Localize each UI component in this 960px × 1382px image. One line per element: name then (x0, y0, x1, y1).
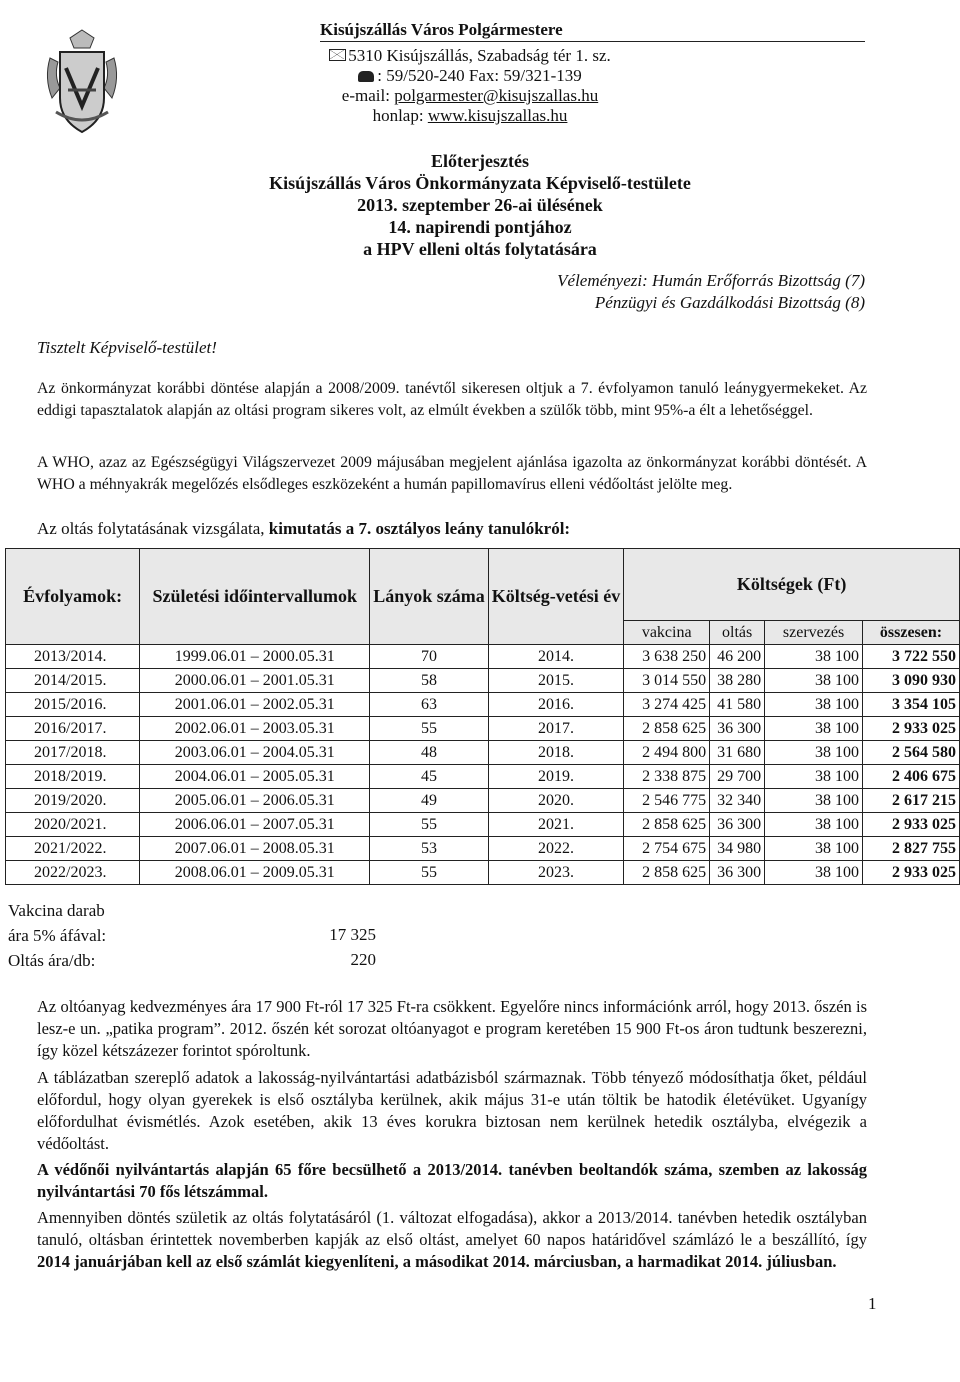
cell-total-cost: 2 933 025 (863, 717, 960, 741)
cell-year: 2017/2018. (6, 741, 140, 765)
summary-label-1: Vakcina darab (8, 901, 105, 920)
cell-budget-year: 2022. (488, 837, 623, 861)
cell-year: 2022/2023. (6, 861, 140, 885)
opinion-block (500, 270, 865, 314)
cell-budget-year: 2017. (488, 717, 623, 741)
body-paragraph-3: A védőnői nyilvántartás alapján 65 főre becsülhető a 2013/2014. tanévben beoltandók száma, szemben az lakosság nyilvántartási 70 fős létszámmal. (37, 1160, 867, 1201)
phone-fax: : 59/520-240 Fax: 59/321-139 (377, 66, 582, 85)
cell-vaccination-cost: 38 280 (710, 669, 765, 693)
cell-vaccine-cost: 2 338 875 (624, 765, 710, 789)
cell-girls-count: 58 (370, 669, 489, 693)
table-row (6, 717, 960, 741)
cell-total-cost: 2 406 675 (863, 765, 960, 789)
intro-paragraph-3: Az oltás folytatásának vizsgálata, kimutatás a 7. osztályos leány tanulókról: (37, 519, 571, 538)
cell-vaccination-cost: 36 300 (710, 717, 765, 741)
opinion-line-1: Véleményezi: Humán Erőforrás Bizottság (7) (557, 271, 865, 290)
cell-vaccine-cost: 3 638 250 (624, 645, 710, 669)
cell-organisation-cost: 38 100 (765, 741, 863, 765)
cell-total-cost: 3 090 930 (863, 669, 960, 693)
cell-vaccine-cost: 2 494 800 (624, 741, 710, 765)
page-number: 1 (868, 1294, 877, 1313)
cell-year: 2019/2020. (6, 789, 140, 813)
cell-organisation-cost: 38 100 (765, 813, 863, 837)
title-line-5: a HPV elleni oltás folytatására (363, 239, 597, 259)
cell-birth-interval: 2000.06.01 – 2001.05.31 (140, 669, 370, 693)
cell-organisation-cost: 38 100 (765, 717, 863, 741)
cell-organisation-cost: 38 100 (765, 789, 863, 813)
cell-birth-interval: 2001.06.01 – 2002.05.31 (140, 693, 370, 717)
cell-budget-year: 2020. (488, 789, 623, 813)
cell-girls-count: 49 (370, 789, 489, 813)
cell-vaccine-cost: 2 858 625 (624, 717, 710, 741)
cell-birth-interval: 2006.06.01 – 2007.05.31 (140, 813, 370, 837)
cell-budget-year: 2019. (488, 765, 623, 789)
cell-vaccination-cost: 41 580 (710, 693, 765, 717)
cell-year: 2014/2015. (6, 669, 140, 693)
cell-budget-year: 2018. (488, 741, 623, 765)
header-girls-count: Lányok száma (370, 549, 489, 645)
cell-year: 2018/2019. (6, 765, 140, 789)
web-link[interactable]: www.kisujszallas.hu (427, 106, 568, 125)
subheader-vaccination: oltás (710, 621, 765, 645)
subheader-total: összesen: (863, 621, 960, 645)
body-paragraph-2: A táblázatban szereplő adatok a lakosság-nyilvántartási adatbázisból származnak. Több tényező módosíthatja őket, például előfordul, hogy olyan gyerekek is első osztályba kerülnek, akik május 31-e után töltik be hatodik életévüket. Ugyanígy előfordulhat évismétlés. Azok esetében, akik 13 éves korukra biztosan nem kerülnek hetedik osztályba, elvégezik a védőoltást. (37, 1068, 867, 1153)
cell-birth-interval: 2005.06.01 – 2006.05.31 (140, 789, 370, 813)
subheader-vaccine: vakcina (624, 621, 710, 645)
cell-vaccination-cost: 36 300 (710, 813, 765, 837)
cell-organisation-cost: 38 100 (765, 669, 863, 693)
cell-total-cost: 2 933 025 (863, 813, 960, 837)
cell-total-cost: 3 354 105 (863, 693, 960, 717)
email-line: e-mail: polgarmester@kisujszallas.hu (341, 86, 599, 105)
email-link[interactable]: polgarmester@kisujszallas.hu (394, 86, 599, 105)
cell-vaccination-cost: 29 700 (710, 765, 765, 789)
cell-girls-count: 45 (370, 765, 489, 789)
title-line-3: 2013. szeptember 26-ai ülésének (357, 195, 603, 215)
cell-girls-count: 70 (370, 645, 489, 669)
cell-girls-count: 48 (370, 741, 489, 765)
cell-vaccine-cost: 2 546 775 (624, 789, 710, 813)
cell-year: 2016/2017. (6, 717, 140, 741)
org-name: Kisújszállás Város Polgármestere (320, 20, 865, 42)
salutation: Tisztelt Képviselő-testület! (37, 338, 217, 357)
cell-year: 2021/2022. (6, 837, 140, 861)
title-line-2: Kisújszállás Város Önkormányzata Képviselő-testülete (269, 173, 691, 193)
cell-birth-interval: 2002.06.01 – 2003.05.31 (140, 717, 370, 741)
summary-label-2: ára 5% áfával: (8, 926, 107, 945)
table-row (6, 693, 960, 717)
cell-vaccine-cost: 2 858 625 (624, 813, 710, 837)
cell-budget-year: 2021. (488, 813, 623, 837)
cell-birth-interval: 1999.06.01 – 2000.05.31 (140, 645, 370, 669)
cell-girls-count: 63 (370, 693, 489, 717)
cell-birth-interval: 2007.06.01 – 2008.05.31 (140, 837, 370, 861)
cell-organisation-cost: 38 100 (765, 645, 863, 669)
cell-girls-count: 53 (370, 837, 489, 861)
cell-girls-count: 55 (370, 717, 489, 741)
coat-of-arms-icon (42, 28, 122, 140)
table-row (6, 669, 960, 693)
table-row (6, 789, 960, 813)
web-line: honlap: www.kisujszallas.hu (372, 106, 568, 125)
cell-organisation-cost: 38 100 (765, 837, 863, 861)
cell-total-cost: 2 827 755 (863, 837, 960, 861)
intro-paragraph-2: A WHO, azaz az Egészségügyi Világszervezet 2009 májusában megjelent ajánlása igazolta az önkormányzat korábbi döntését. A WHO a méhnyakrák megelőzés elsődleges eszközeként a humán papillomavírus elleni védőoltást jelölte meg. (37, 454, 867, 493)
header-budget-year: Költség-vetési év (488, 549, 623, 645)
cell-budget-year: 2014. (488, 645, 623, 669)
table-row (6, 861, 960, 885)
table-row (6, 837, 960, 861)
cell-vaccine-cost: 2 754 675 (624, 837, 710, 861)
cell-organisation-cost: 38 100 (765, 861, 863, 885)
cell-vaccine-cost: 2 858 625 (624, 861, 710, 885)
cell-year: 2020/2021. (6, 813, 140, 837)
header-birth-interval: Születési időintervallumok (140, 549, 370, 645)
cell-vaccination-cost: 31 680 (710, 741, 765, 765)
header-year: Évfolyamok: (6, 549, 140, 645)
summary-label-3: Oltás ára/db: (8, 951, 96, 970)
cell-budget-year: 2023. (488, 861, 623, 885)
document-title (150, 150, 810, 260)
cell-budget-year: 2015. (488, 669, 623, 693)
intro-paragraph-1: Az önkormányzat korábbi döntése alapján a 2008/2009. tanévtől sikeresen oltjuk a 7. évfolyamon tanuló leánygyermekeket. Az eddigi tapasztalatok alapján az oltási program sikeres volt, az elmúlt években a szülők több, mint 95%-a élt a lehetőséggel. (37, 380, 867, 419)
cell-birth-interval: 2008.06.01 – 2009.05.31 (140, 861, 370, 885)
summary-value-3: 220 (350, 950, 376, 969)
header-costs: Költségek (Ft) (624, 549, 960, 621)
cell-total-cost: 2 564 580 (863, 741, 960, 765)
summary-value-2: 17 325 (329, 925, 376, 944)
cell-budget-year: 2016. (488, 693, 623, 717)
opinion-line-2: Pénzügyi és Gazdálkodási Bizottság (8) (594, 293, 865, 312)
cell-vaccination-cost: 46 200 (710, 645, 765, 669)
cell-vaccine-cost: 3 274 425 (624, 693, 710, 717)
title-line-1: Előterjesztés (431, 151, 529, 171)
cell-total-cost: 3 722 550 (863, 645, 960, 669)
envelope-icon (329, 49, 346, 61)
table-row (6, 765, 960, 789)
cell-total-cost: 2 933 025 (863, 861, 960, 885)
letterhead (320, 20, 865, 126)
cell-vaccination-cost: 34 980 (710, 837, 765, 861)
address: 5310 Kisújszállás, Szabadság tér 1. sz. (348, 46, 611, 65)
cell-organisation-cost: 38 100 (765, 765, 863, 789)
cell-girls-count: 55 (370, 813, 489, 837)
phone-icon (358, 71, 374, 82)
phone-line (320, 66, 620, 86)
cell-organisation-cost: 38 100 (765, 693, 863, 717)
cost-table (5, 548, 960, 885)
table-row (6, 741, 960, 765)
cell-birth-interval: 2003.06.01 – 2004.05.31 (140, 741, 370, 765)
cell-girls-count: 55 (370, 861, 489, 885)
title-line-4: 14. napirendi pontjához (388, 217, 572, 237)
body-paragraph-1: Az oltóanyag kedvezményes ára 17 900 Ft-ról 17 325 Ft-ra csökkent. Egyelőre nincs információnk arról, hogy 2013. őszén is lesz-e un. „patika program”. 2012. őszén két sorozat oltóanyagot e program keretében 15 900 Ft-os áron tudtunk beszerezni, így közel kétszázezer forintot spóroltunk. (37, 997, 867, 1060)
body-paragraph-4: Amennyiben döntés születik az oltás folytatásáról (1. változat elfogadása), akkor a 2013/2014. tanévben hetedik osztályban tanuló, oltásban érintettek novemberben kapják az első oltást, amelyet 60 napos határidővel számlázó le a beszállító, így 2014 januárjában kell az első számlát kiegyenlíteni, a másodikat 2014. márciusban, a harmadikat 2014. júliusban. (37, 1208, 867, 1271)
cell-vaccination-cost: 32 340 (710, 789, 765, 813)
cell-year: 2015/2016. (6, 693, 140, 717)
cell-birth-interval: 2004.06.01 – 2005.05.31 (140, 765, 370, 789)
table-row (6, 645, 960, 669)
cell-vaccination-cost: 36 300 (710, 861, 765, 885)
cell-total-cost: 2 617 215 (863, 789, 960, 813)
table-row (6, 813, 960, 837)
cell-vaccine-cost: 3 014 550 (624, 669, 710, 693)
subheader-organisation: szervezés (765, 621, 863, 645)
address-line (320, 46, 620, 66)
cell-year: 2013/2014. (6, 645, 140, 669)
